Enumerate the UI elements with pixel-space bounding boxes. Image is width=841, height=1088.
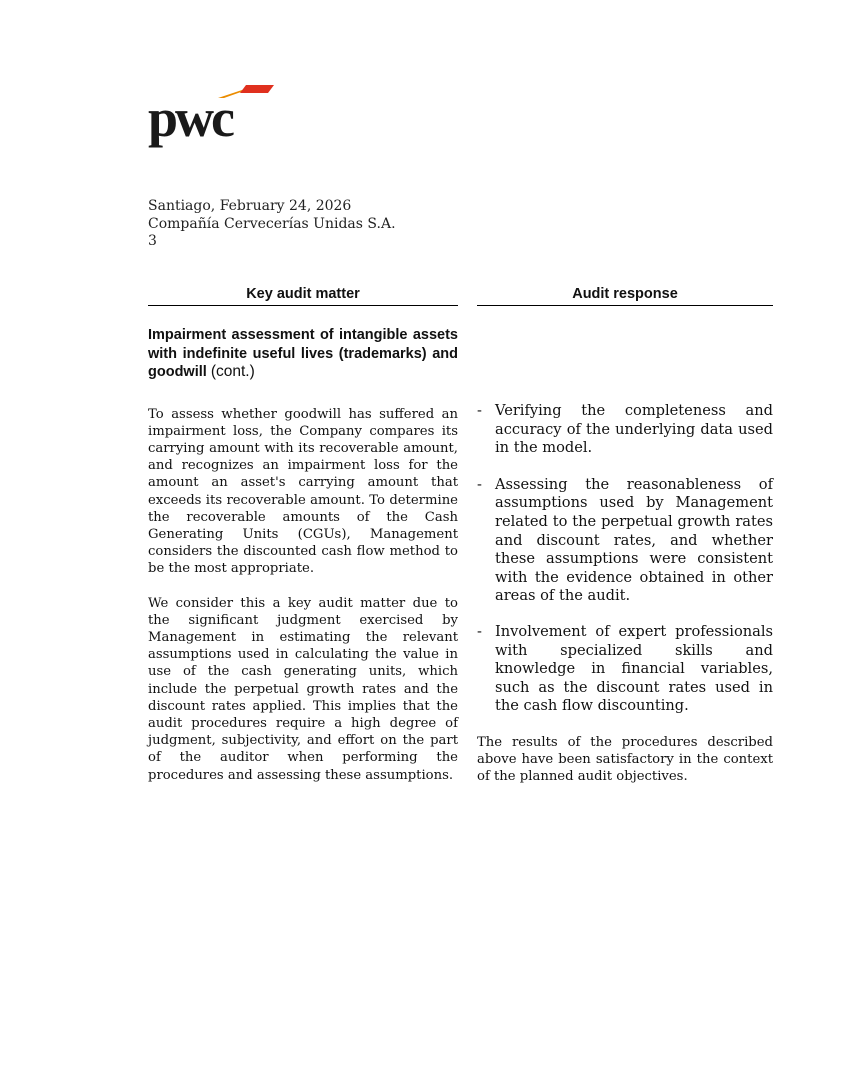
response-item	[477, 402, 773, 458]
date-line: Santiago, February 24, 2026	[148, 198, 352, 214]
pwc-logo	[148, 84, 274, 150]
audit-response-column	[477, 286, 773, 799]
key-audit-matter-heading: Key audit matter	[148, 286, 458, 306]
page-number: 3	[148, 233, 157, 249]
bullet-dash: -	[477, 402, 482, 419]
letter-header	[148, 198, 468, 251]
response-item	[477, 623, 773, 716]
matter-paragraph-2: We consider this a key audit matter due to the significant judgment exercised by Management in estimating the relevant assumptions used in calculating the value in use of the cash generating units, which include the perpetual growth rates and the discount rates applied. This implies that the audit procedures require a high degree of judgment, subjectivity, and effort on the part of the auditor when performing the procedures and assessing these assumptions.	[148, 595, 458, 783]
response-item-text: Assessing the reasonableness of assumptions used by Management related to the perpetual growth rates and discount rates, and whether these assumptions were consistent with the evidence obtained in other areas of the audit.	[495, 475, 773, 605]
key-audit-matter-column	[148, 286, 458, 784]
response-item-text: Involvement of expert professionals with specialized skills and knowledge in financial variables, such as the discount rates used in the cash flow discounting.	[495, 622, 773, 715]
company-name: Compañía Cervecerías Unidas S.A.	[148, 215, 396, 232]
bullet-dash: -	[477, 622, 482, 640]
conclusion-paragraph: The results of the procedures described above have been satisfactory in the context of the planned audit objectives.	[477, 734, 773, 785]
matter-title-text: Impairment assessment of intangible assets with indefinite useful lives (trademarks) and goodwill	[148, 327, 458, 380]
audit-response-heading: Audit response	[477, 286, 773, 306]
response-item-text: Verifying the completeness and accuracy of the underlying data used in the model.	[495, 402, 773, 457]
response-item	[477, 476, 773, 606]
matter-title	[148, 326, 458, 382]
bullet-dash: -	[477, 475, 482, 493]
pwc-logo-wordmark: pwc	[148, 88, 232, 148]
matter-title-cont: (cont.)	[210, 363, 255, 380]
response-list	[477, 402, 773, 716]
matter-paragraph-1: To assess whether goodwill has suffered an impairment loss, the Company compares its carrying amount with its recoverable amount, and recognizes an impairment loss for the amount an asset's carrying amount that exceeds its recoverable amount. To determine the recoverable amounts of the Cash Generating Units (CGUs), Management considers the discounted cash flow method to be the most appropriate.	[148, 406, 458, 577]
